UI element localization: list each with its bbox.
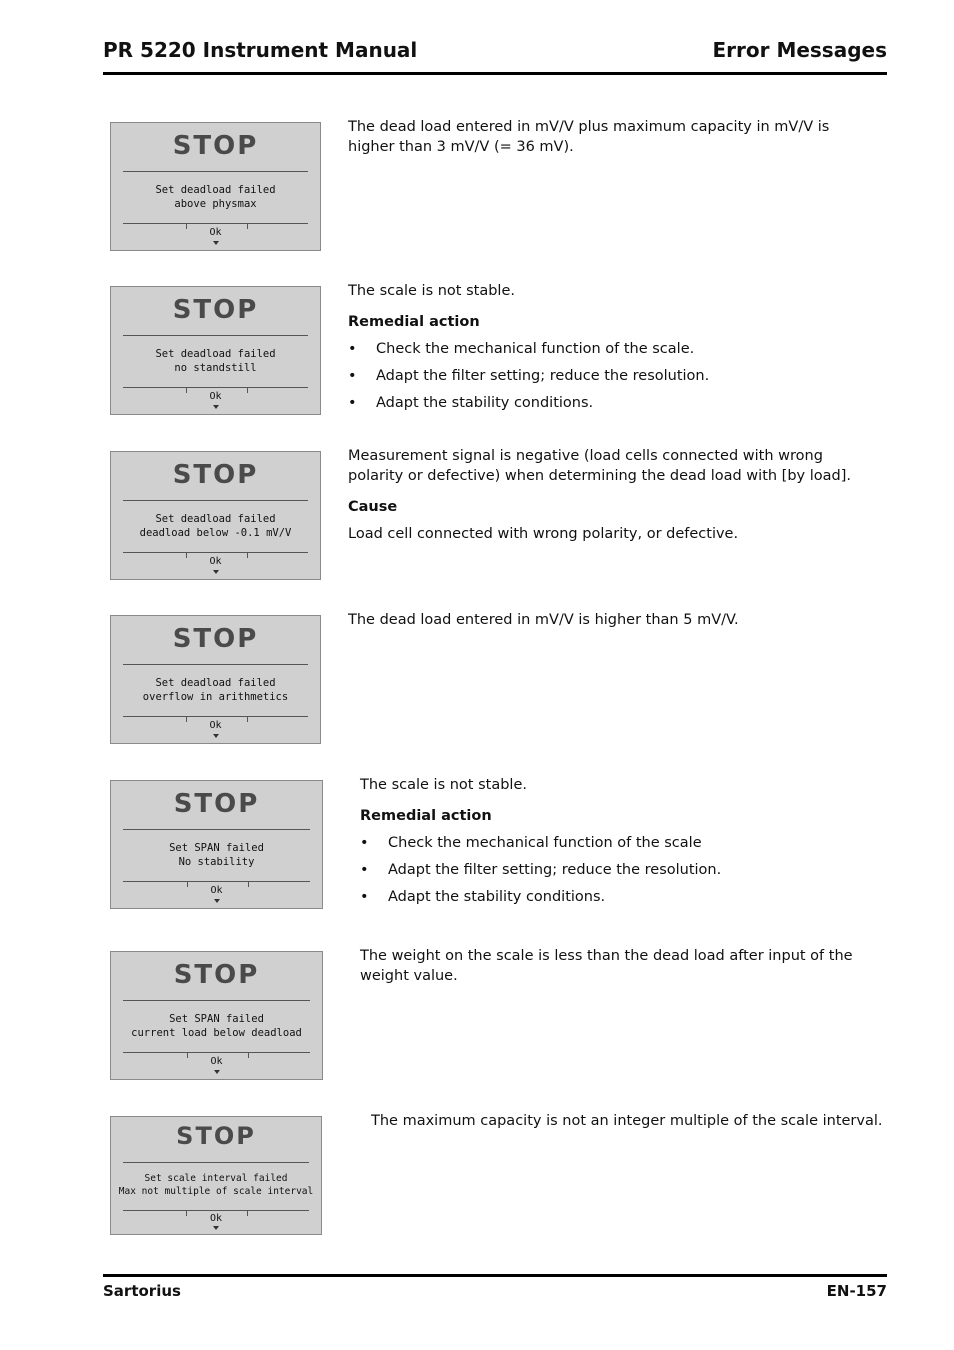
divider	[123, 829, 310, 830]
arrow-down-icon	[213, 405, 219, 409]
error-message: Set SPAN failed current load below deadload	[131, 1013, 302, 1039]
page-number: EN-157	[826, 1282, 887, 1300]
stop-title: STOP	[176, 1122, 256, 1150]
divider	[123, 1052, 310, 1053]
divider	[123, 1162, 309, 1163]
divider	[123, 171, 308, 172]
stop-screen	[110, 951, 323, 1080]
error-description: Measurement signal is negative (load cells connected with wrong polarity or defective) when determining the dead load with [by load]. Cause Load cell connected with wrong polarity, or defective.	[348, 446, 868, 555]
error-message: Set deadload failed deadload below -0.1 mV/V	[139, 513, 292, 539]
error-message: Set scale interval failed Max not multiple of scale interval	[118, 1173, 314, 1197]
ok-button[interactable]: Ok	[209, 1213, 223, 1224]
page-footer	[103, 1274, 887, 1300]
arrow-down-icon	[214, 899, 220, 903]
divider	[123, 500, 308, 501]
ok-button[interactable]: Ok	[209, 227, 222, 238]
section-subhead: Remedial action	[360, 808, 492, 824]
stop-title: STOP	[172, 131, 259, 161]
ok-button[interactable]: Ok	[210, 1056, 223, 1067]
ok-button[interactable]: Ok	[209, 391, 222, 402]
stop-screen	[110, 451, 321, 580]
ok-button[interactable]: Ok	[209, 720, 222, 731]
error-description: The maximum capacity is not an integer multiple of the scale interval.	[371, 1113, 883, 1129]
stop-screen	[110, 780, 323, 909]
arrow-down-icon	[213, 734, 219, 738]
error-description: The dead load entered in mV/V is higher than 5 mV/V.	[348, 612, 739, 628]
remedy-list	[360, 833, 880, 907]
error-message: Set deadload failed overflow in arithmetics	[142, 677, 289, 703]
error-message: Set deadload failed above physmax	[155, 184, 276, 210]
divider	[123, 387, 308, 388]
stop-title: STOP	[172, 460, 259, 490]
error-description: The scale is not stable. Remedial action • Check the mechanical function of the scale • Adapt the filter setting; reduce the resolution. • Adapt the stability conditions.	[360, 775, 880, 914]
error-message: Set deadload failed no standstill	[155, 348, 276, 374]
stop-title: STOP	[173, 960, 260, 990]
ok-button[interactable]: Ok	[210, 885, 223, 896]
ok-button[interactable]: Ok	[209, 556, 222, 567]
stop-title: STOP	[172, 295, 259, 325]
divider	[123, 881, 310, 882]
stop-screen	[110, 122, 321, 251]
company-name: Sartorius	[103, 1282, 181, 1300]
list-item: • Adapt the stability conditions.	[360, 889, 606, 905]
list-item: • Adapt the stability conditions.	[348, 395, 594, 411]
stop-title: STOP	[173, 789, 260, 819]
list-item: • Adapt the filter setting; reduce the resolution.	[360, 862, 722, 878]
arrow-down-icon	[213, 570, 219, 574]
divider	[123, 1210, 309, 1211]
list-item: • Adapt the filter setting; reduce the resolution.	[348, 368, 710, 384]
divider	[123, 716, 308, 717]
arrow-down-icon	[213, 241, 219, 245]
remedy-list	[348, 339, 868, 413]
divider	[123, 552, 308, 553]
section-title: Error Messages	[712, 38, 887, 62]
error-description: The weight on the scale is less than the dead load after input of the weight value.	[360, 948, 853, 984]
arrow-down-icon	[214, 1070, 220, 1074]
divider	[123, 1000, 310, 1001]
stop-screen	[110, 615, 321, 744]
error-description: The dead load entered in mV/V plus maximum capacity in mV/V is higher than 3 mV/V (= 36 mV).	[348, 119, 830, 155]
error-message: Set SPAN failed No stability	[169, 842, 264, 868]
section-subhead: Remedial action	[348, 314, 480, 330]
stop-title: STOP	[172, 624, 259, 654]
divider	[123, 223, 308, 224]
divider	[123, 335, 308, 336]
divider	[123, 664, 308, 665]
stop-screen	[110, 286, 321, 415]
error-description: The scale is not stable. Remedial action • Check the mechanical function of the scale. • Adapt the filter setting; reduce the resolution. • Adapt the stability conditions.	[348, 281, 868, 420]
stop-screen	[110, 1116, 322, 1235]
arrow-down-icon	[213, 1226, 219, 1230]
list-item: • Check the mechanical function of the scale	[360, 835, 702, 851]
section-subhead: Cause	[348, 499, 398, 515]
manual-title: PR 5220 Instrument Manual	[103, 38, 418, 62]
cause-text: Load cell connected with wrong polarity, or defective.	[348, 526, 739, 542]
page-header	[103, 38, 887, 75]
list-item: • Check the mechanical function of the scale.	[348, 341, 695, 357]
